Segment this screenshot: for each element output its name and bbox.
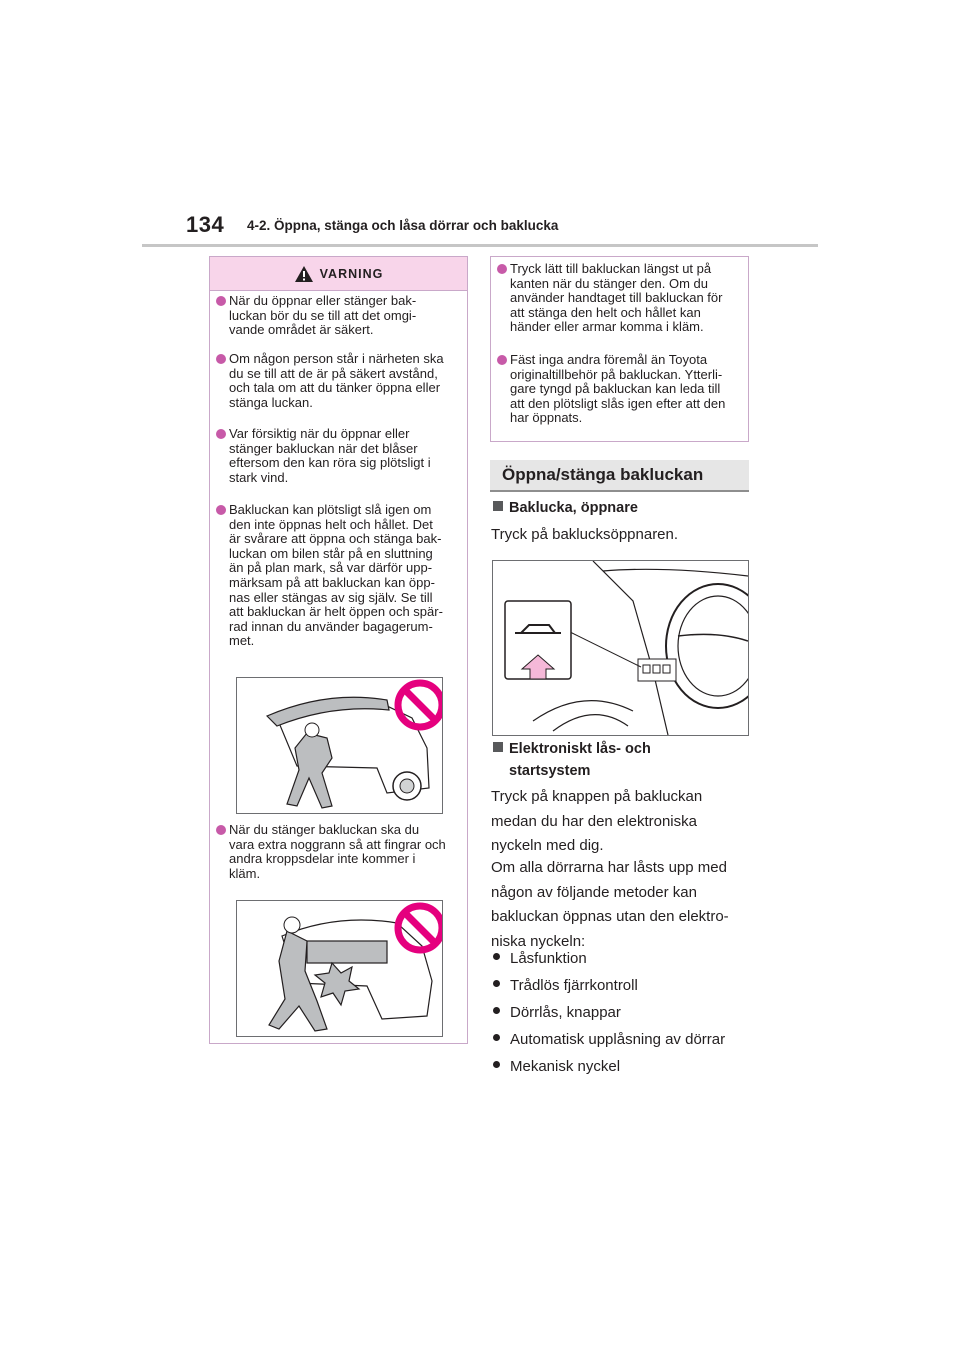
dot-bullet-icon [493, 953, 500, 960]
smart-key-instruction: Tryck på knappen på bakluckan medan du har den elektroniska nyckeln med dig. [491, 788, 703, 854]
bullet-icon [216, 354, 226, 364]
method-item: Låsfunktion [493, 950, 587, 967]
tailgate-pinch-illustration [237, 901, 442, 1036]
subheading-opener: Baklucka, öppnare [493, 500, 638, 516]
method-item: Trådlös fjärrkontroll [493, 977, 638, 994]
bullet-icon [216, 505, 226, 515]
method-item: Dörrlås, knappar [493, 1004, 621, 1021]
opener-instruction: Tryck på baklucksöppnaren. [491, 526, 679, 543]
subheading-smart-key: Elektroniskt lås- och [493, 741, 651, 757]
bullet-icon [497, 264, 507, 274]
warning-box-continued [490, 256, 749, 442]
dot-bullet-icon [493, 1007, 500, 1014]
warning-item [216, 352, 462, 410]
bullet-icon [497, 355, 507, 365]
bullet-icon [216, 825, 226, 835]
illustration-dashboard-opener [492, 560, 749, 736]
bullet-icon [216, 429, 226, 439]
unlock-methods-intro: Om alla dörrarna har låsts upp med någon av följande metoder kan bakluckan öppnas utan den elektro- niska nyckeln: [491, 859, 729, 950]
warning-item-text: När du öppnar eller stänger bak- luckan bör du se till att det omgi- vande området är säkert. [229, 293, 417, 338]
warning-item [216, 823, 462, 881]
warning-title: VARNING [319, 266, 384, 281]
running-head: 4-2. Öppna, stänga och låsa dörrar och baklucka [247, 218, 559, 233]
warning-item [216, 427, 462, 485]
dot-bullet-icon [493, 1061, 500, 1068]
warning-item-text: Om någon person står i närheten ska du se till att de är på säkert avstånd, och tala om att du tänker öppna eller stänga luckan. [229, 351, 444, 410]
illustration-tailgate-wind [236, 677, 443, 814]
warning-item [497, 262, 743, 335]
tailgate-person-illustration [237, 678, 442, 813]
method-item: Mekanisk nyckel [493, 1058, 620, 1075]
warning-item-text: Fäst inga andra föremål än Toyota originaltillbehör på bakluckan. Ytterli- gare tyngd på bakluckan kan leda till att den plötsligt slås igen efter att den har öppnats. [510, 352, 726, 426]
warning-item-text: När du stänger bakluckan ska du vara extra noggrann så att fingrar och andra kroppsdelar inte kommer i kläm. [229, 822, 446, 881]
square-bullet-icon [493, 501, 503, 511]
warning-item-text: Tryck lätt till bakluckan längst ut på kanten när du stänger den. Om du använder handtaget till bakluckan för att stänga den helt och hållet kan händer eller armar komma i kläm. [510, 261, 723, 335]
dot-bullet-icon [493, 980, 500, 987]
method-item: Automatisk upplåsning av dörrar [493, 1031, 725, 1048]
dashboard-illustration [493, 561, 748, 735]
dot-bullet-icon [493, 1034, 500, 1041]
section-heading: Öppna/stänga bakluckan [490, 460, 749, 492]
bullet-icon [216, 296, 226, 306]
square-bullet-icon [493, 742, 503, 752]
illustration-finger-pinch [236, 900, 443, 1037]
warning-triangle-icon [294, 265, 314, 283]
header-divider [142, 244, 818, 247]
warning-box [209, 256, 468, 1044]
warning-item [497, 353, 743, 426]
warning-header [210, 257, 467, 291]
page-number: 134 [186, 212, 225, 237]
warning-item [216, 294, 462, 338]
warning-item [216, 503, 462, 649]
warning-item-text: Bakluckan kan plötsligt slå igen om den inte öppnas helt och hållet. Det är svårare att öppna och stänga bak- luckan om bilen står på en sluttning än på plan mark, så var därför upp- märksam på att bakluckan kan öpp- nas eller stängas av sig själv. Se till att bakluckan är helt öppen och spär- rad innan du använder bagagerum- met. [229, 502, 443, 649]
subheading-smart-key-cont: startsystem [509, 763, 591, 779]
warning-item-text: Var försiktig när du öppnar eller stänger bakluckan när det blåser eftersom den kan röra sig plötsligt i stark vind. [229, 426, 431, 485]
